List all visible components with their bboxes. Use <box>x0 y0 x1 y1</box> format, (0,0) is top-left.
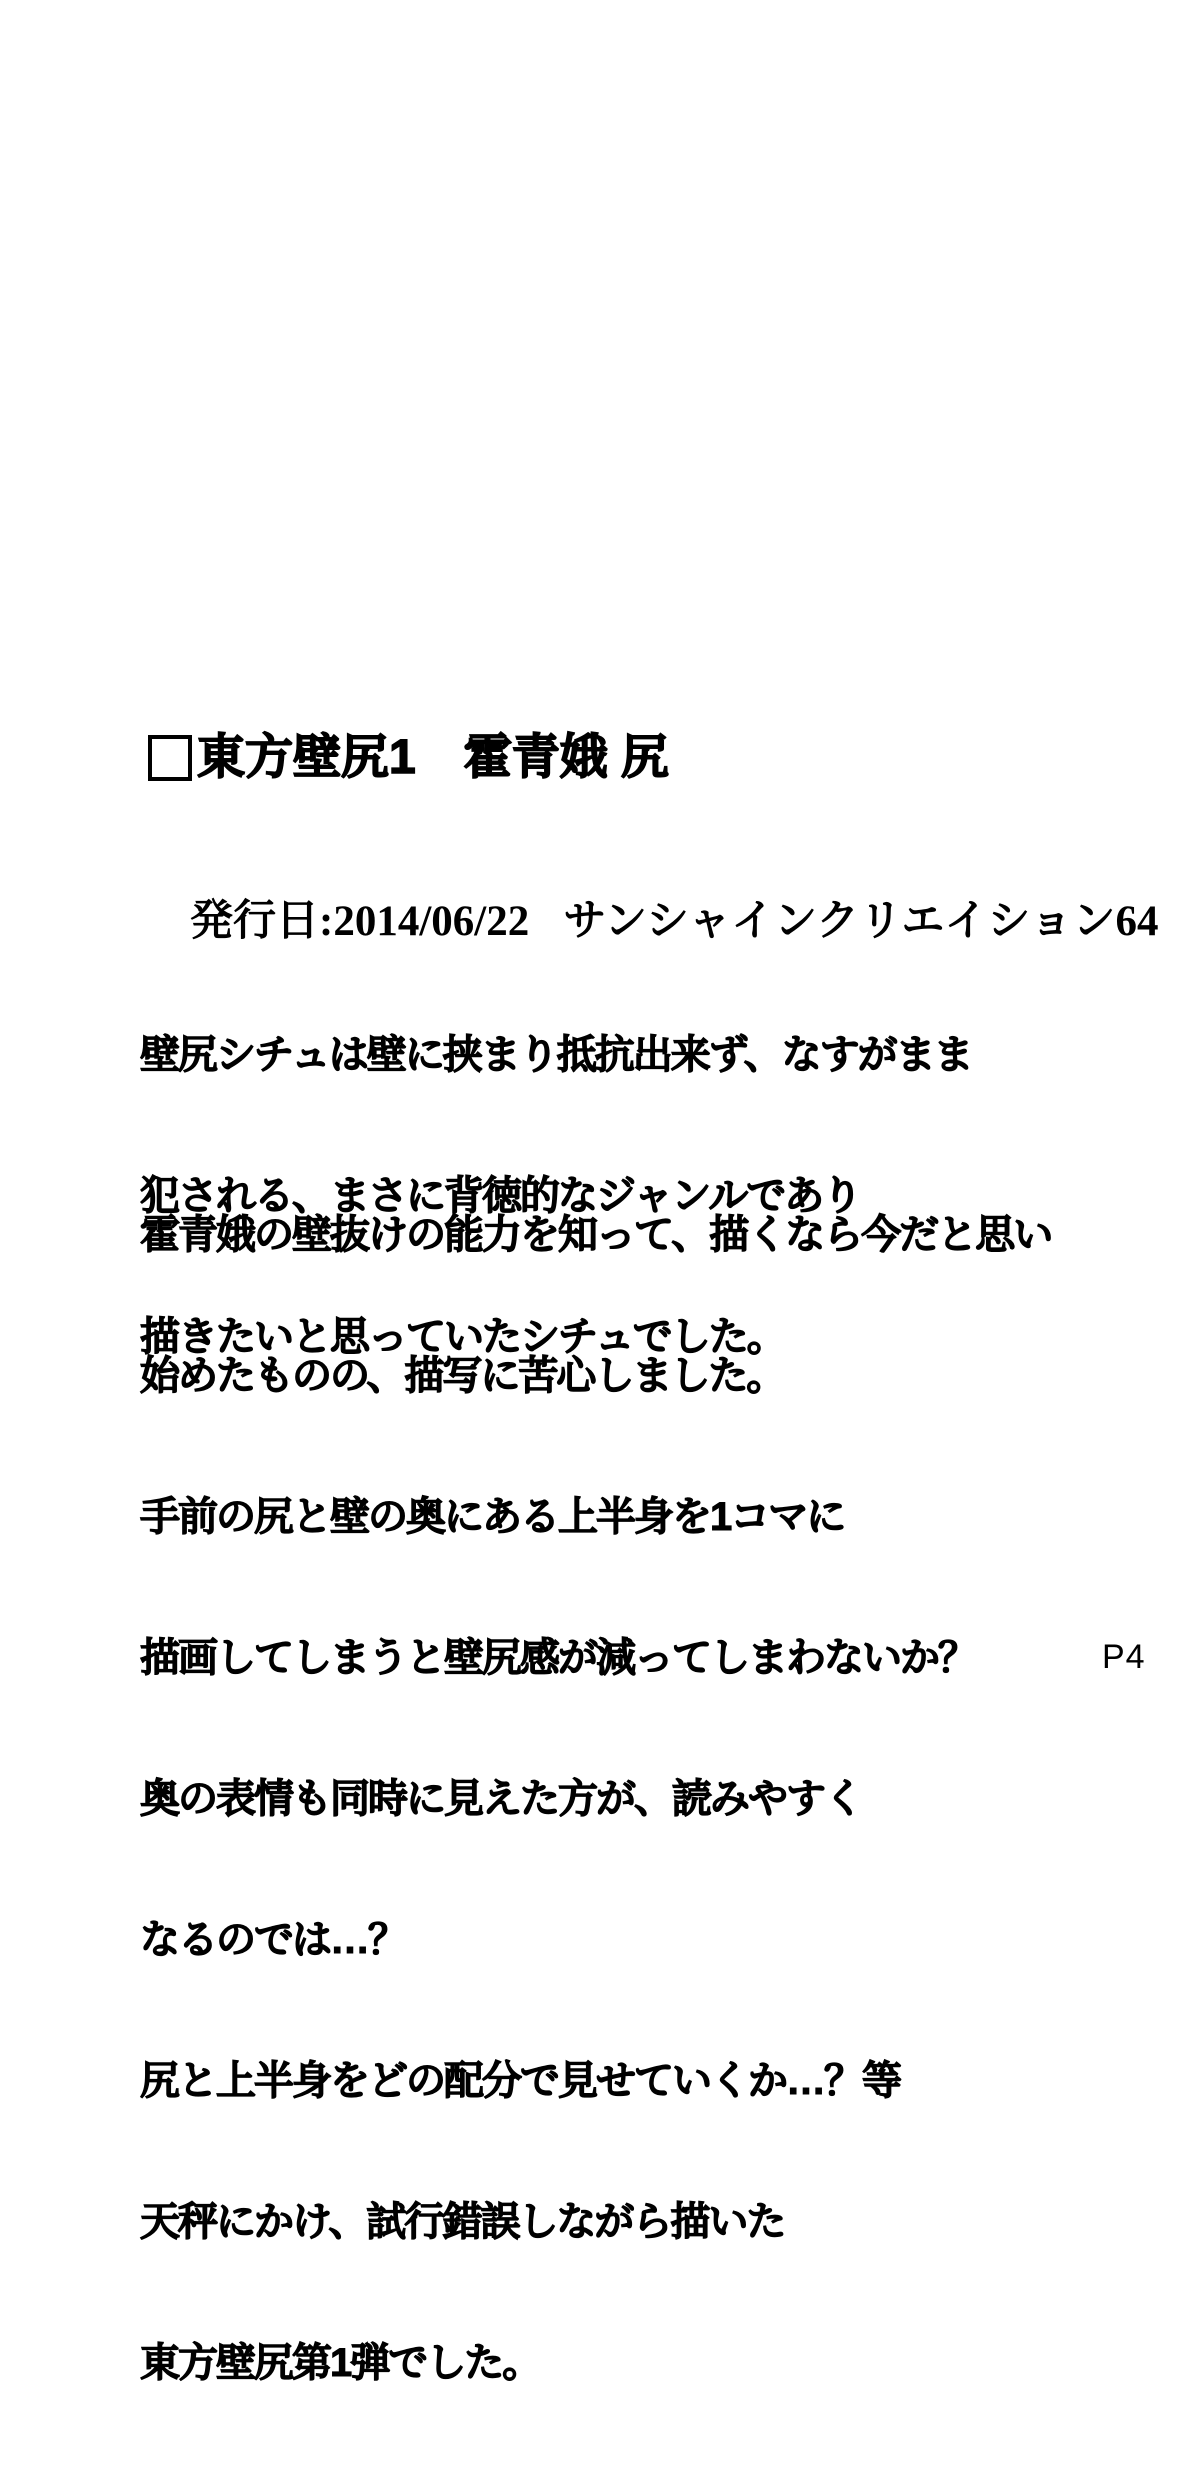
text-line: 始めたものの、描写に苦心しました。 <box>140 1354 785 1398</box>
afterword-paragraph-2 <box>140 1118 1051 2481</box>
text-line: 描画してしまうと壁尻感が減ってしまわないか？ <box>140 1636 976 1680</box>
page-number: P4 <box>1102 1638 1146 1676</box>
text-line: 描きたいと思っていたシチュでした。 <box>140 1315 785 1359</box>
book-title: 東方壁尻1 霍青娥 尻 <box>197 731 670 784</box>
text-line: 尻と上半身をどの配分で見せていくか…？等 <box>140 2059 900 2103</box>
text-line: 東方壁尻第1弾でした。 <box>140 2341 541 2385</box>
text-line: 奥の表情も同時に見えた方が、読みやすく <box>140 1777 862 1821</box>
text-line: 霍青娥の壁抜けの能力を知って、描くなら今だと思い <box>140 1213 1052 1257</box>
book-title-row <box>148 731 670 784</box>
text-line: なるのでは…？ <box>140 1918 406 1962</box>
text-line: 手前の尻と壁の奥にある上半身を1コマに <box>140 1495 845 1539</box>
publication-date: 発行日:2014/06/22 <box>190 898 530 946</box>
publication-event: サンシャインクリエイション64 <box>563 898 1159 946</box>
text-line: 犯される、まさに背徳的なジャンルであり <box>140 1174 861 1218</box>
square-box-icon <box>148 735 192 781</box>
text-line: 天秤にかけ、試行錯誤しながら描いた <box>140 2200 785 2244</box>
text-line: 壁尻シチュは壁に挟まり抵抗出来ず、なすがまま <box>140 1033 972 1077</box>
